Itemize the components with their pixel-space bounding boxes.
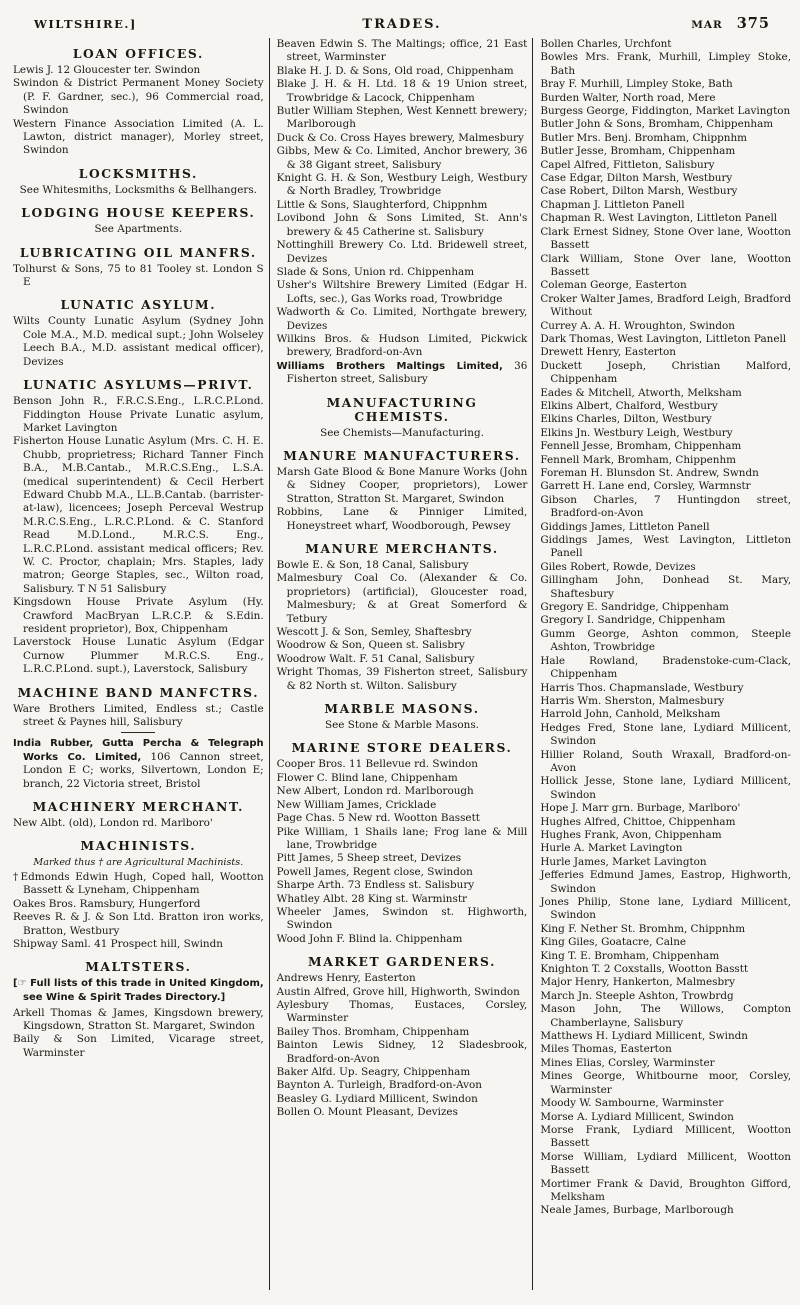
running-header-county: WILTSHIRE.] — [34, 17, 137, 31]
directory-entry: Powell James, Regent close, Swindon — [276, 865, 473, 878]
section-heading: MANURE MERCHANTS. — [305, 541, 499, 556]
directory-entry: Fisherton House Lunatic Asylum (Mrs. C. H. E. Chubb, proprietress; Richard Tanner Finch B.A., M.B.Cantab., M.R.C.S.Eng., L.S.A. (medical superintendent) & Cecil Herbert Edward Chubb M.A., LL.B.Cantab. (barrister-at-law), licencees; Joseph Perceval Westrup M.R.C.S.Eng., L.R.C.P.Lond. & C. Stanford Read M.D.Lond., M.R.C.S. Eng., L.R.C.P.Lond. assistant medical officers; Rev. W. C. Proctor, chaplain; Mrs. Staples, lady matron; George Staples, sec., Wilton road, Salisbury. T N 51 Salisbury — [13, 435, 264, 595]
directory-entry: Hughes Frank, Avon, Chippenham — [540, 828, 722, 841]
section-heading: MACHINISTS. — [80, 838, 197, 854]
directory-entry: Little & Sons, Slaughterford, Chippnhm — [276, 198, 488, 211]
directory-entry: Clark Ernest Sidney, Stone Over lane, Wootton Bassett — [540, 225, 792, 252]
entry-name-bold: Williams Brothers Maltings Limited, — [276, 360, 503, 372]
directory-entry: Oakes Bros. Ramsbury, Hungerford — [13, 897, 201, 910]
directory-entry: King T. E. Bromham, Chippenham — [540, 949, 720, 962]
directory-entry: Hurle James, Market Lavington — [540, 855, 707, 868]
directory-entry: Case Robert, Dilton Marsh, Westbury — [540, 185, 738, 198]
directory-entry: Hope J. Marr grn. Burbage, Marlboro' — [540, 802, 741, 815]
directory-entry: Giddings James, West Lavington, Littleton Panell — [540, 534, 792, 560]
section-heading: MANUFACTURING CHEMISTS. — [326, 394, 478, 424]
directory-entry: Page Chas. 5 New rd. Wootton Bassett — [276, 812, 480, 825]
cross-reference-note: See Stone & Marble Masons. — [325, 719, 479, 732]
directory-entry: Bainton Lewis Sidney, 12 Sladesbrook, Bradford-on-Avon — [276, 1039, 528, 1065]
directory-entry: Aylesbury Thomas, Eustaces, Corsley, Warminster — [276, 998, 528, 1025]
directory-entry: Flower C. Blind lane, Chippenham — [276, 771, 458, 784]
directory-entry — [13, 737, 264, 791]
directory-entry: Major Henry, Hankerton, Malmesbry — [540, 976, 735, 989]
directory-entry: Butler Mrs. Benj. Bromham, Chippnhm — [540, 131, 747, 144]
directory-entry: Ware Brothers Limited, Endless st.; Castle street & Paynes hill, Salisbury — [13, 702, 264, 729]
directory-entry: Blake J. H. & H. Ltd. 18 & 19 Union street, Trowbridge & Lacock, Chippenham — [276, 78, 528, 104]
section-heading: MACHINERY MERCHANT. — [32, 799, 245, 815]
directory-entry: Burgess George, Fiddington, Market Lavington — [540, 105, 791, 118]
directory-entry: Moody W. Sambourne, Warminster — [540, 1097, 724, 1110]
directory-entry: King Giles, Goatacre, Calne — [540, 936, 687, 949]
directory-entry: Morse A. Lydiard Millicent, Swindon — [540, 1110, 734, 1123]
directory-entry: Dark Thomas, West Lavington, Littleton Panell — [540, 332, 787, 345]
directory-entry: Sharpe Arth. 73 Endless st. Salisbury — [276, 879, 475, 892]
section-heading: LUNATIC ASYLUMS—PRIVT. — [23, 377, 254, 393]
entry-name-bold: India Rubber, Gutta Percha & Telegraph Works Co. Limited, — [13, 738, 264, 763]
directory-entry: Butler William Stephen, West Kennett brewery; Marlborough — [276, 105, 528, 131]
cross-reference-note: See Whitesmiths, Locksmiths & Bellhangers. — [19, 183, 257, 196]
directory-entry: Eades & Mitchell, Atworth, Melksham — [540, 386, 742, 399]
directory-entry: Kingsdown House Private Asylum (Hy. Crawford MacBryan L.R.C.P. & S.Edin. resident proprietor), Box, Chippenham — [13, 596, 264, 635]
directory-entry: Chapman R. West Lavington, Littleton Panell — [540, 212, 778, 225]
directory-entry: Case Edgar, Dilton Marsh, Westbury — [540, 172, 733, 185]
directory-entry: Austin Alfred, Grove hill, Highworth, Swindon — [276, 985, 520, 998]
directory-entry: Bowle E. & Son, 18 Canal, Salisbury — [276, 559, 469, 571]
directory-entry: New William James, Cricklade — [276, 798, 437, 811]
running-header-right — [442, 13, 770, 32]
directory-entry: Laverstock House Lunatic Asylum (Edgar Curnow Plummer M.R.C.S. Eng., L.R.C.P.Lond. supt.), Laverstock, Salisbury — [13, 636, 264, 676]
directory-entry: Nottinghill Brewery Co. Ltd. Bridewell street, Devizes — [276, 239, 528, 265]
directory-entry: Usher's Wiltshire Brewery Limited (Edgar H. Lofts, sec.), Gas Works road, Trowbridge — [276, 279, 528, 305]
trade-directory-note: [☞ Full lists of this trade in United Kingdom, see Wine & Spirit Trades Directory.] — [13, 978, 264, 1003]
entry-address: 106 Cannon street, London E C; works, Silvertown, London E; branch, 22 Victoria street, Bristol — [23, 750, 264, 790]
directory-entry: Hedges Fred, Stone lane, Lydiard Millicent, Swindon — [540, 721, 792, 748]
directory-entry: Gillingham John, Donhead St. Mary, Shaftesbury — [540, 574, 792, 600]
directory-entry: Burden Walter, North road, Mere — [540, 91, 716, 104]
directory-entry: Bowles Mrs. Frank, Murhill, Limpley Stoke, Bath — [540, 51, 792, 77]
page-number: 375 — [736, 15, 770, 32]
directory-column-1 — [6, 38, 269, 1290]
directory-entry: Woodrow & Son, Queen st. Salisbry — [276, 639, 465, 652]
section-heading: MARINE STORE DEALERS. — [291, 740, 513, 756]
separator-rule — [121, 732, 155, 733]
directory-entry: Bollen Charles, Urchfont — [540, 38, 672, 50]
directory-entry: Bailey Thos. Bromham, Chippenham — [276, 1025, 470, 1038]
directory-entry: Foreman H. Blunsdon St. Andrew, Swndn — [540, 467, 759, 479]
directory-entry: Capel Alfred, Fittleton, Salisbury — [540, 158, 715, 171]
directory-entry: Baily & Son Limited, Vicarage street, Warminster — [13, 1033, 264, 1059]
section-heading: MACHINE BAND MANFCTRS. — [17, 684, 260, 700]
directory-entry: Elkins Albert, Chalford, Westbury — [540, 399, 718, 412]
signature-mark: MAR — [691, 19, 723, 31]
directory-entry: Jones Philip, Stone lane, Lydiard Millicent, Swindon — [540, 896, 792, 922]
section-heading: MANURE MANUFACTURERS. — [283, 447, 521, 463]
directory-entry: Mortimer Frank & David, Broughton Gifford, Melksham — [540, 1177, 792, 1203]
directory-entry: Wheeler James, Swindon st. Highworth, Swindon — [276, 905, 528, 932]
directory-entry: Mines Elias, Corsley, Warminster — [540, 1056, 715, 1069]
directory-entry: Miles Thomas, Easterton — [540, 1043, 672, 1056]
directory-entry: Morse Frank, Lydiard Millicent, Wootton Bassett — [540, 1123, 792, 1150]
directory-entry: Butler Jesse, Bromham, Chippenham — [540, 145, 736, 158]
entry-address: 36 Fisherton street, Salisbury — [286, 359, 528, 386]
directory-entry: March Jn. Steeple Ashton, Trowbrdg — [540, 989, 734, 1002]
directory-entry: Gibson Charles, 7 Huntingdon street, Bradford-on-Avon — [540, 493, 792, 520]
directory-entry: Cooper Bros. 11 Bellevue rd. Swindon — [276, 758, 478, 771]
directory-entry: Hillier Roland, South Wraxall, Bradford-on-Avon — [540, 748, 792, 774]
directory-entry: Harris Thos. Chapmanslade, Westbury — [540, 681, 744, 694]
section-heading: MARKET GARDENERS. — [308, 954, 496, 970]
directory-entry: Drewett Henry, Easterton — [540, 346, 676, 359]
directory-entry: Gregory E. Sandridge, Chippenham — [540, 601, 729, 614]
directory-entry: Wilkins Bros. & Hudson Limited, Pickwick brewery, Bradford-on-Avn — [276, 332, 528, 359]
directory-entry: Hughes Alfred, Chittoe, Chippenham — [540, 815, 736, 828]
directory-entry: Whatley Albt. 28 King st. Warminstr — [276, 892, 467, 905]
directory-entry: Reeves R. & J. & Son Ltd. Bratton iron works, Bratton, Westbury — [13, 911, 264, 937]
directory-entry: Duck & Co. Cross Hayes brewery, Malmesbury — [276, 131, 524, 144]
section-heading: MARBLE MASONS. — [324, 701, 480, 717]
directory-entry: Beasley G. Lydiard Millicent, Swindon — [276, 1092, 478, 1105]
directory-entry: Hurle A. Market Lavington — [540, 842, 683, 855]
directory-entry: King F. Nether St. Bromhm, Chippnhm — [540, 922, 746, 935]
directory-entry: Neale James, Burbage, Marlborough — [540, 1204, 734, 1217]
directory-entry: Elkins Charles, Dilton, Westbury — [540, 413, 712, 426]
running-header-section-title: TRADES. — [362, 17, 442, 32]
directory-entry: Slade & Sons, Union rd. Chippenham — [276, 265, 475, 278]
directory-entry: Lovibond John & Sons Limited, St. Ann's brewery & 45 Catherine st. Salisbury — [276, 212, 528, 238]
section-heading: MALTSTERS. — [85, 959, 192, 975]
directory-entry: Coleman George, Easterton — [540, 279, 687, 292]
directory-entry: Tolhurst & Sons, 75 to 81 Tooley st. London S E — [13, 262, 264, 289]
directory-entry: Pitt James, 5 Sheep street, Devizes — [276, 852, 462, 865]
directory-entry: Benson John R., F.R.C.S.Eng., L.R.C.P.Lond. Fiddington House Private Lunatic asylum, Market Lavington — [13, 395, 264, 434]
directory-entry: Bollen O. Mount Pleasant, Devizes — [276, 1106, 458, 1119]
directory-entry: Duckett Joseph, Christian Malford, Chippenham — [540, 359, 792, 386]
directory-entry: Beaven Edwin S. The Maltings; office, 21 East street, Warminster — [276, 38, 528, 64]
directory-entry: Andrews Henry, Easterton — [276, 972, 416, 985]
directory-entry: Malmesbury Coal Co. (Alexander & Co. proprietors) (artificial), Gloucester road, Malmesbury; & at Great Somerford & Tetbury — [276, 572, 528, 625]
directory-entry: Western Finance Association Limited (A. L. Lawton, district manager), Morley street, Swindon — [13, 117, 264, 157]
directory-entry: Butler John & Sons, Bromham, Chippenham — [540, 118, 774, 131]
directory-entry: Hollick Jesse, Stone lane, Lydiard Millicent, Swindon — [540, 775, 792, 801]
directory-entry: New Albt. (old), London rd. Marlboro' — [13, 817, 213, 830]
directory-entry: Woodrow Walt. F. 51 Canal, Salisbury — [276, 652, 475, 665]
directory-entry: Wadworth & Co. Limited, Northgate brewery, Devizes — [276, 306, 528, 332]
directory-entry: Gibbs, Mew & Co. Limited, Anchor brewery, 36 & 38 Gigant street, Salisbury — [276, 145, 528, 171]
section-heading: LOCKSMITHS. — [78, 165, 198, 181]
directory-column-2 — [269, 38, 533, 1290]
directory-entry: Gregory I. Sandridge, Chippenham — [540, 614, 726, 627]
directory-entry: Giddings James, Littleton Panell — [540, 520, 710, 533]
directory-entry: Wright Thomas, 39 Fisherton street, Salisbury & 82 North st. Wilton. Salisbury — [276, 666, 528, 692]
section-heading: LODGING HOUSE KEEPERS. — [21, 205, 256, 221]
directory-entry: Blake H. J. D. & Sons, Old road, Chippenham — [276, 64, 514, 77]
directory-entry: Robbins, Lane & Pinniger Limited, Honeystreet wharf, Woodborough, Pewsey — [276, 506, 528, 532]
symbol-key-note: Marked thus † are Agricultural Machinists. — [33, 857, 244, 869]
directory-column-3 — [532, 38, 796, 1290]
directory-entry: Shipway Saml. 41 Prospect hill, Swindn — [13, 937, 223, 950]
page-body — [0, 34, 800, 1290]
directory-entry: Jefferies Edmund James, Eastrop, Highworth, Swindon — [540, 869, 792, 895]
directory-entry — [277, 360, 528, 387]
directory-entry: Hale Rowland, Bradenstoke-cum-Clack, Chippenham — [540, 654, 792, 681]
directory-entry: Mines George, Whitbourne moor, Corsley, Warminster — [540, 1070, 792, 1096]
directory-entry: Pike William, 1 Shails lane; Frog lane & Mill lane, Trowbridge — [276, 825, 528, 851]
directory-entry: Currey A. A. H. Wroughton, Swindon — [540, 319, 735, 332]
directory-entry: Garrett H. Lane end, Corsley, Warmnstr — [540, 480, 751, 493]
directory-entry: Wescott J. & Son, Semley, Shaftesbry — [276, 626, 472, 639]
directory-entry: Arkell Thomas & James, Kingsdown brewery, Kingsdown, Stratton St. Margaret, Swindon — [13, 1006, 264, 1032]
directory-entry: Lewis J. 12 Gloucester ter. Swindon — [13, 64, 201, 76]
directory-entry: Baynton A. Turleigh, Bradford-on-Avon — [276, 1079, 482, 1092]
directory-entry: Fennell Mark, Bromham, Chippenhm — [540, 453, 737, 466]
directory-entry: Wood John F. Blind la. Chippenham — [276, 932, 463, 945]
directory-entry: Harris Wm. Sherston, Malmesbury — [540, 694, 725, 707]
directory-entry: Croker Walter James, Bradford Leigh, Bradford Without — [540, 292, 792, 319]
directory-entry: Matthews H. Lydiard Millicent, Swindn — [540, 1030, 748, 1043]
directory-entry: Marsh Gate Blood & Bone Manure Works (John & Sidney Cooper, proprietors), Lower Stratton, Stratton St. Margaret, Swindon — [276, 465, 528, 505]
directory-entry: Wilts County Lunatic Asylum (Sydney John Cole M.A., M.D. medical supt.; John Wolseley Leech B.A., M.D. assistant medical officer), Devizes — [13, 315, 264, 368]
directory-entry: Fennell Jesse, Bromham, Chippenham — [540, 440, 742, 453]
directory-entry: Swindon & District Permanent Money Society (P. F. Gardner, sec.), 96 Commercial road, Swindon — [13, 77, 264, 117]
directory-entry: New Albert, London rd. Marlborough — [276, 785, 474, 798]
directory-entry: Elkins Jn. Westbury Leigh, Westbury — [540, 426, 733, 439]
directory-entry: Giles Robert, Rowde, Devizes — [540, 560, 696, 573]
directory-entry: Mason John, The Willows, Compton Chamberlayne, Salisbury — [540, 1003, 792, 1029]
directory-entry: Knighton T. 2 Coxstalls, Wootton Basstt — [540, 963, 749, 976]
directory-entry: †Edmonds Edwin Hugh, Coped hall, Wootton Bassett & Lyneham, Chippenham — [13, 870, 264, 897]
directory-entry: Harrold John, Canhold, Melksham — [540, 708, 721, 721]
section-heading: LUBRICATING OIL MANFRS. — [19, 244, 257, 260]
directory-entry: Chapman J. Littleton Panell — [540, 198, 685, 211]
directory-entry: Clark William, Stone Over lane, Wootton Bassett — [540, 252, 792, 278]
cross-reference-note: See Chemists—Manufacturing. — [320, 426, 484, 439]
directory-entry: Baker Alfd. Up. Seagry, Chippenham — [276, 1066, 471, 1078]
directory-entry: Bray F. Murhill, Limpley Stoke, Bath — [540, 78, 733, 91]
running-header — [0, 0, 800, 34]
section-heading: LOAN OFFICES. — [72, 46, 204, 61]
directory-entry: Morse William, Lydiard Millicent, Wootton Bassett — [540, 1150, 792, 1177]
section-heading: LUNATIC ASYLUM. — [60, 297, 217, 313]
cross-reference-note: See Apartments. — [94, 223, 183, 236]
directory-entry: Gumm George, Ashton common, Steeple Ashton, Trowbridge — [540, 627, 792, 654]
directory-entry: Knight G. H. & Son, Westbury Leigh, Westbury & North Bradley, Trowbridge — [276, 172, 528, 198]
